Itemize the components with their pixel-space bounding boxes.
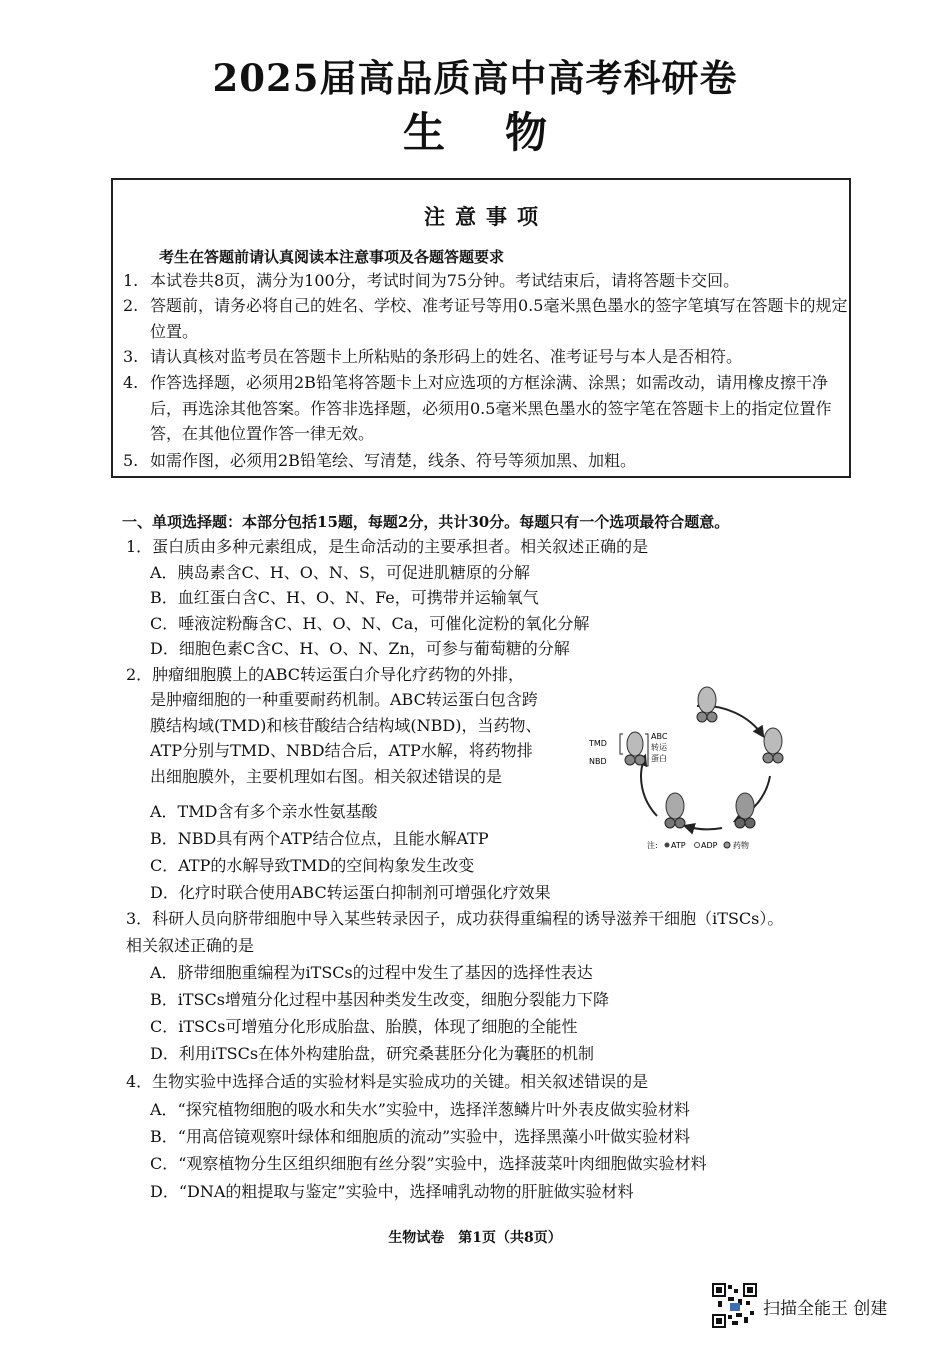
- question-3-option-a: A．脐带细胞重编程为iTSCs的过程中发生了基因的选择性表达: [150, 963, 593, 982]
- question-2-stem-line: 膜结构域(TMD)和核苷酸结合结构域(NBD)，当药物、: [150, 716, 542, 735]
- transporter-bottom-left-icon: [665, 793, 685, 828]
- question-2-option-b: B．NBD具有两个ATP结合位点，且能水解ATP: [150, 829, 489, 848]
- question-3-stem-line: 3．科研人员向脐带细胞中导入某些转录因子，成功获得重编程的诱导滋养干细胞（iTSCs）。: [126, 909, 784, 928]
- notice-title: 注意事项: [424, 204, 548, 229]
- notice-item-text: 作答选择题，必须用2B铅笔将答题卡上对应选项的方框涂满、涂黑；如需改动，请用橡皮擦干净后，再选涂其他答案。作答非选择题，必须用0.5毫米黑色墨水的签字笔在答题卡上的指定位置作答，在其他位置作答一律无效。: [150, 373, 832, 443]
- transporter-right-icon: [763, 728, 783, 763]
- page-footer: 生物试卷 第1页（共8页）: [388, 1230, 562, 1246]
- notice-subtitle: 考生在答题前请认真阅读本注意事项及各题答题要求: [159, 248, 505, 266]
- notice-item-number: 4.: [123, 373, 139, 392]
- question-4-option-c: C．“观察植物分生区组织细胞有丝分裂”实验中，选择菠菜叶肉细胞做实验材料: [150, 1154, 707, 1173]
- question-4-stem: 4．生物实验中选择合适的实验材料是实验成功的关键。相关叙述错误的是: [126, 1072, 649, 1091]
- question-3-option-d: D．利用iTSCs在体外构建胎盘，研究桑葚胚分化为囊胚的机制: [150, 1044, 595, 1063]
- question-4-option-b: B．“用高倍镜观察叶绿体和细胞质的流动”实验中，选择黑藻小叶做实验材料: [150, 1127, 691, 1146]
- notice-item-text: 本试卷共8页，满分为100分，考试时间为75分钟。考试结束后，请将答题卡交回。: [150, 271, 740, 290]
- question-4-option-a: A．“探究植物细胞的吸水和失水”实验中，选择洋葱鳞片叶外表皮做实验材料: [150, 1100, 690, 1119]
- notice-item-text: 答题前，请务必将自己的姓名、学校、准考证号等用0.5毫米黑色墨水的签字笔填写在答题卡的规定位置。: [150, 296, 848, 341]
- legend-note: 注:: [647, 841, 658, 850]
- notice-item-number: 5.: [123, 451, 139, 470]
- question-3-stem-line: 相关叙述正确的是: [126, 936, 255, 955]
- question-1-option-b: B．血红蛋白含C、H、O、N、Fe，可携带并运输氧气: [150, 588, 539, 607]
- section-header: 一、单项选择题：本部分包括15题，每题2分，共计30分。每题只有一个选项最符合题意。: [122, 513, 730, 531]
- notice-item-text: 如需作图，必须用2B铅笔绘、写清楚，线条、符号等须加黑、加粗。: [150, 451, 636, 470]
- label-abc-2: 转运: [651, 743, 667, 752]
- transporter-bottom-right-icon: [735, 793, 755, 828]
- cycle-arrow: [685, 826, 722, 829]
- question-2-option-a: A．TMD含有多个亲水性氨基酸: [150, 802, 378, 821]
- question-3-option-b: B．iTSCs增殖分化过程中基因种类发生改变，细胞分裂能力下降: [150, 990, 609, 1009]
- question-2-stem-line: 出细胞膜外，主要机理如右图。相关叙述错误的是: [150, 767, 503, 786]
- notice-item-number: 2.: [123, 296, 139, 315]
- drug-icon: [724, 842, 730, 848]
- label-tmd: TMD: [589, 739, 607, 748]
- question-2-stem-line: ATP分别与TMD、NBD结合后，ATP水解，将药物排: [150, 741, 533, 760]
- adp-icon: [695, 843, 700, 848]
- question-1-option-d: D．细胞色素C含C、H、O、N、Zn，可参与葡萄糖的分解: [150, 639, 570, 658]
- question-2-option-c: C．ATP的水解导致TMD的空间构象发生改变: [150, 856, 475, 875]
- transporter-top-icon: [697, 687, 717, 722]
- abc-transporter-diagram: [585, 676, 785, 856]
- question-1-option-c: C．唾液淀粉酶含C、H、O、N、Ca，可催化淀粉的氧化分解: [150, 614, 590, 633]
- question-1-stem: 1．蛋白质由多种元素组成，是生命活动的主要承担者。相关叙述正确的是: [126, 537, 649, 556]
- scanner-watermark: 扫描全能王 创建: [763, 1299, 888, 1319]
- question-3-option-c: C．iTSCs可增殖分化形成胎盘、胎膜，体现了细胞的全能性: [150, 1017, 578, 1036]
- subject-title: 生物: [402, 108, 607, 157]
- notice-item-text: 请认真核对监考员在答题卡上所粘贴的条形码上的姓名、准考证号与本人是否相符。: [150, 347, 743, 366]
- exam-title: 2025届高品质高中高考科研卷: [212, 56, 738, 100]
- legend-atp: ATP: [671, 841, 686, 850]
- question-2-stem-line: 是肿瘤细胞的一种重要耐药机制。ABC转运蛋白包含跨: [150, 690, 538, 709]
- notice-item-number: 1.: [123, 271, 139, 290]
- qr-code-icon: [712, 1283, 757, 1328]
- label-abc-3: 蛋白: [651, 754, 667, 763]
- transporter-labeled-icon: [620, 732, 648, 766]
- question-4-option-d: D．“DNA的粗提取与鉴定”实验中，选择哺乳动物的肝脏做实验材料: [150, 1182, 634, 1201]
- label-abc: ABC: [651, 732, 668, 741]
- notice-box: [111, 178, 851, 478]
- question-2-stem-line: 2．肿瘤细胞膜上的ABC转运蛋白介导化疗药物的外排，: [126, 665, 525, 684]
- legend-drug: 药物: [733, 841, 749, 850]
- question-2-option-d: D．化疗时联合使用ABC转运蛋白抑制剂可增强化疗效果: [150, 883, 551, 902]
- question-1-option-a: A．胰岛素含C、H、O、N、S，可促进肌糖原的分解: [150, 563, 530, 582]
- legend-adp: ADP: [701, 841, 718, 850]
- cycle-arrow: [641, 756, 657, 816]
- atp-icon: [665, 843, 670, 848]
- notice-item-number: 3.: [123, 347, 139, 366]
- label-nbd: NBD: [589, 757, 607, 766]
